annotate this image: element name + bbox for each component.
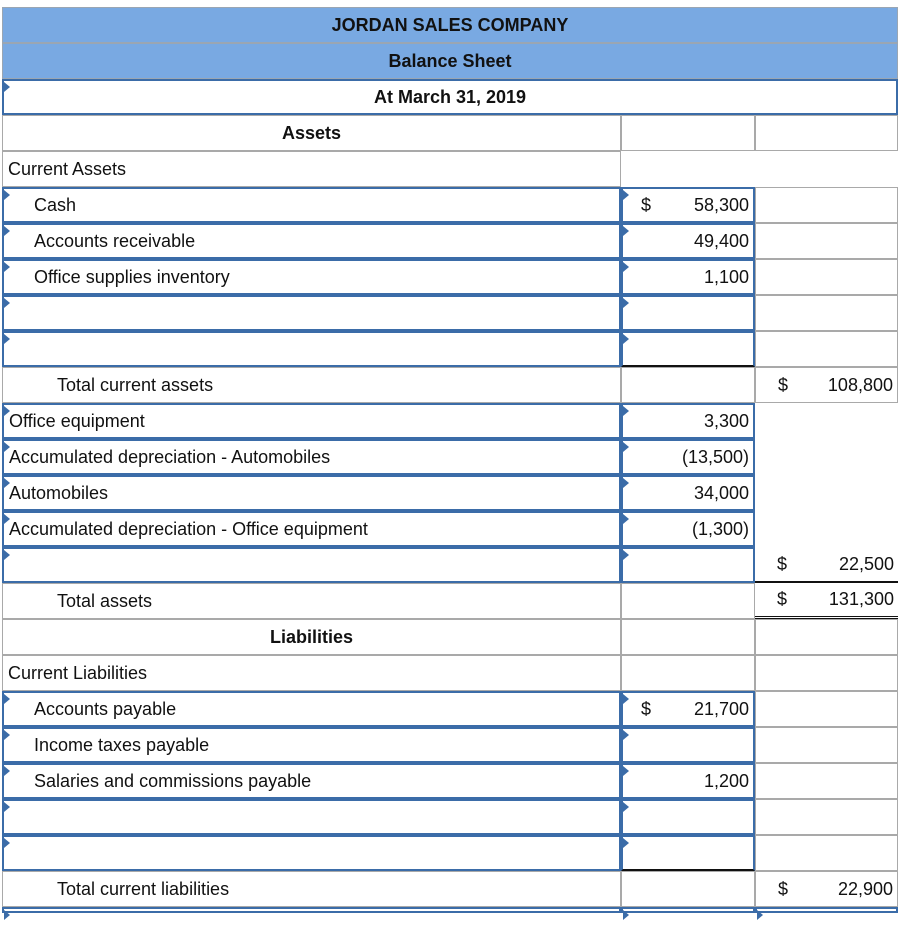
empty-label-field[interactable] (2, 547, 621, 583)
empty-cell (755, 727, 898, 763)
accounts-payable-label[interactable]: Accounts payable (2, 691, 621, 727)
empty-amount-field[interactable] (621, 835, 755, 871)
empty-amount-field[interactable] (621, 331, 755, 367)
empty-cell (621, 619, 755, 655)
total-assets-amount (755, 583, 898, 619)
empty-cell (755, 475, 898, 511)
empty-cell (621, 871, 755, 907)
currency-symbol: $ (778, 374, 789, 395)
empty-cell (755, 439, 898, 475)
salaries-payable-amount[interactable]: 1,200 (621, 763, 755, 799)
currency-symbol: $ (641, 194, 652, 215)
table-row (2, 691, 898, 727)
table-row (2, 547, 898, 583)
empty-label-field[interactable] (2, 907, 621, 913)
ppe-total-value: 22,500 (838, 553, 894, 574)
liabilities-heading: Liabilities (2, 619, 621, 655)
statement-date-field[interactable]: At March 31, 2019 (2, 79, 898, 115)
empty-label-field[interactable] (2, 835, 621, 871)
table-row (2, 727, 898, 763)
accounts-payable-amount-field[interactable] (621, 691, 755, 727)
empty-cell (621, 367, 755, 403)
automobiles-amount[interactable]: 34,000 (621, 475, 755, 511)
current-liabilities-heading-row (2, 655, 898, 691)
empty-cell (755, 331, 898, 367)
accum-dep-automobiles-amount[interactable]: (13,500) (621, 439, 755, 475)
total-current-liabilities-row (2, 871, 898, 907)
accounts-receivable-amount[interactable]: 49,400 (621, 223, 755, 259)
empty-cell (621, 655, 755, 691)
empty-cell (755, 511, 898, 547)
income-taxes-payable-amount[interactable] (621, 727, 755, 763)
table-row (2, 403, 898, 439)
salaries-payable-label[interactable]: Salaries and commissions payable (2, 763, 621, 799)
company-name: JORDAN SALES COMPANY (2, 7, 898, 43)
total-current-liabilities-label: Total current liabilities (2, 871, 621, 907)
accounts-payable-amount: 21,700 (693, 698, 749, 719)
current-liabilities-heading: Current Liabilities (2, 655, 621, 691)
total-current-liabilities-amount (755, 871, 898, 907)
empty-label-field[interactable] (2, 331, 621, 367)
total-assets-label: Total assets (2, 583, 621, 619)
table-row (2, 835, 898, 871)
empty-cell (755, 223, 898, 259)
accum-dep-automobiles-label[interactable]: Accumulated depreciation - Automobiles (2, 439, 621, 475)
table-row (2, 799, 898, 835)
automobiles-label[interactable]: Automobiles (2, 475, 621, 511)
empty-cell (755, 619, 898, 655)
total-assets-value: 131,300 (828, 589, 894, 609)
empty-cell (755, 403, 898, 439)
empty-amount-field[interactable] (755, 907, 898, 913)
empty-amount-field[interactable] (621, 907, 755, 913)
table-row (2, 295, 898, 331)
table-row (2, 763, 898, 799)
empty-cell (755, 835, 898, 871)
empty-cell (755, 799, 898, 835)
empty-cell (755, 259, 898, 295)
next-row-edge (2, 907, 898, 911)
table-row (2, 475, 898, 511)
total-current-assets-amount (755, 367, 898, 403)
table-row (2, 223, 898, 259)
empty-label-field[interactable] (2, 799, 621, 835)
total-current-assets-label: Total current assets (2, 367, 621, 403)
office-supplies-label[interactable]: Office supplies inventory (2, 259, 621, 295)
cash-amount-field[interactable] (621, 187, 755, 223)
total-current-assets-row (2, 367, 898, 403)
cash-label[interactable]: Cash (2, 187, 621, 223)
empty-cell (621, 115, 755, 151)
empty-amount-field[interactable] (621, 547, 755, 583)
accum-dep-office-label[interactable]: Accumulated depreciation - Office equipment (2, 511, 621, 547)
empty-cell (755, 655, 898, 691)
statement-title: Balance Sheet (2, 43, 898, 79)
empty-amount-field[interactable] (621, 295, 755, 331)
total-assets-row (2, 583, 898, 619)
accum-dep-office-amount[interactable]: (1,300) (621, 511, 755, 547)
office-equipment-label[interactable]: Office equipment (2, 403, 621, 439)
empty-cell (755, 763, 898, 799)
liabilities-heading-row (2, 619, 898, 655)
table-row (2, 187, 898, 223)
assets-heading-row (2, 115, 898, 151)
current-assets-heading: Current Assets (2, 151, 621, 187)
empty-cell (755, 295, 898, 331)
empty-cell (755, 187, 898, 223)
accounts-receivable-label[interactable]: Accounts receivable (2, 223, 621, 259)
table-row (2, 439, 898, 475)
total-current-assets-value: 108,800 (827, 374, 893, 395)
empty-label-field[interactable] (2, 295, 621, 331)
currency-symbol: $ (777, 589, 788, 609)
empty-cell (621, 151, 755, 187)
empty-cell (755, 151, 898, 187)
table-row (2, 331, 898, 367)
income-taxes-payable-label[interactable]: Income taxes payable (2, 727, 621, 763)
assets-heading: Assets (2, 115, 621, 151)
empty-cell (755, 691, 898, 727)
cash-amount: 58,300 (693, 194, 749, 215)
office-equipment-amount[interactable]: 3,300 (621, 403, 755, 439)
balance-sheet (2, 7, 898, 911)
current-assets-heading-row (2, 151, 898, 187)
total-current-liabilities-value: 22,900 (837, 878, 893, 899)
ppe-total-amount (755, 547, 898, 583)
empty-cell (621, 583, 755, 619)
currency-symbol: $ (778, 878, 789, 899)
currency-symbol: $ (641, 698, 652, 719)
empty-amount-field[interactable] (621, 799, 755, 835)
empty-cell (755, 115, 898, 151)
currency-symbol: $ (777, 553, 788, 574)
office-supplies-amount[interactable]: 1,100 (621, 259, 755, 295)
table-row (2, 511, 898, 547)
table-row (2, 259, 898, 295)
